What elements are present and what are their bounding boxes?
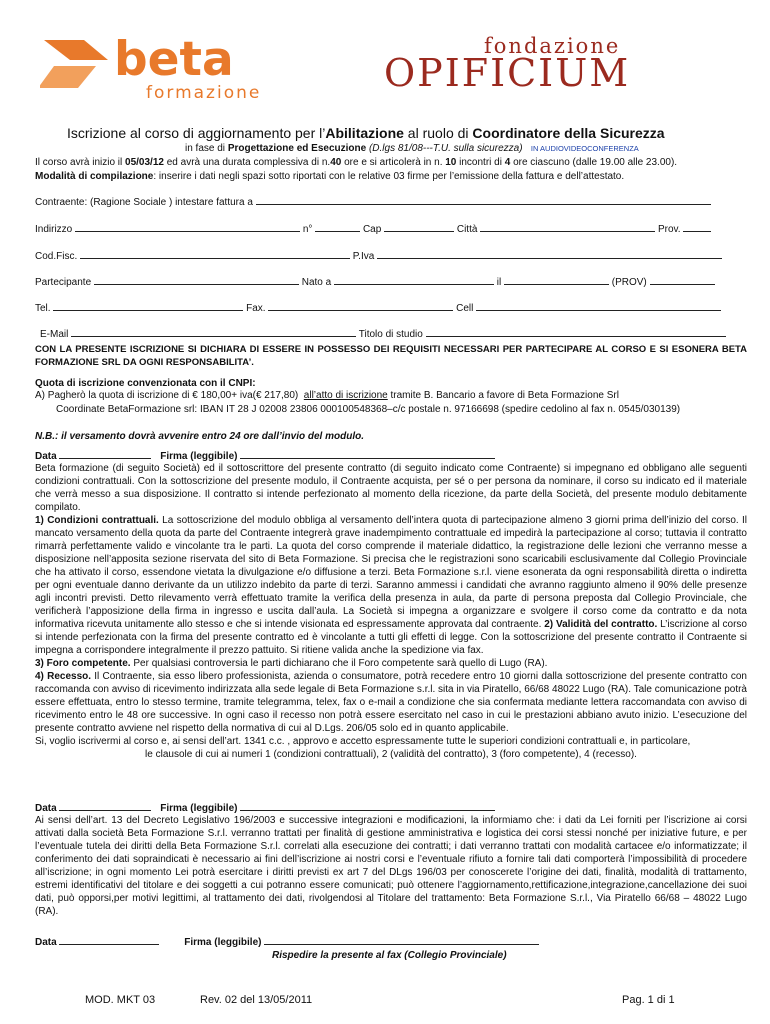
codfisc-row: [35, 249, 722, 262]
signature-row-2: [35, 801, 495, 814]
firma-label-2: Firma (leggibile): [160, 803, 238, 814]
fax-field[interactable]: [268, 301, 453, 311]
contraente-label: Contraente: (Ragione Sociale ) intestare fattura a: [35, 197, 253, 208]
opificium-logo-big: OPIFICIUM: [384, 51, 631, 95]
codfisc-label: Cod.Fisc.: [35, 251, 78, 262]
footer-mod: MOD. MKT 03: [85, 994, 156, 1006]
quota-heading: Quota di iscrizione convenzionata con il CNPI:: [35, 378, 256, 389]
email-field[interactable]: [71, 327, 356, 337]
nato-a-label: Nato a: [301, 277, 332, 288]
page-title: Iscrizione al corso di aggiornamento per l’Abilitazione al ruolo di Coordinatore della Sicurezza: [67, 125, 665, 141]
firma-field-1[interactable]: [240, 449, 495, 459]
data-label-3: Data: [35, 937, 57, 948]
tel-row: [35, 301, 721, 314]
numero-field[interactable]: [315, 222, 360, 232]
declaration-text: CON LA PRESENTE ISCRIZIONE SI DICHIARA DI ESSERE IN POSSESSO DEI REQUISITI NECESSARI PER PARTECIPARE AL CORSO E SI ESONERA BETA FORMAZIONE SRL DA OGNI RESPONSABILITA’.: [35, 344, 747, 368]
privacy-notice: Ai sensi dell’art. 13 del Decreto Legislativo 196/2003 e successive integrazioni e modificazioni, la informiamo che: i dati da Lei forniti per l’iscrizione ai corsi attivati dalla società Beta Formazione S.r.l. verranno trattati per finalità di gestione amministrativa e logistica dei corsi stessi nonché per iniziative future, e per l’eventuale tutela dei diritti della Beta Formazione S.r.l. correlati alla esecuzione dei contratti; i dati verranno trattati con modalità cartacee e/o informatizzate; il conferimento dei dati sopraindicati è necessario ai fini dell’iscrizione ai nostri corsi e l’eventuale rifiuto a fornire tali dati comporterà l’impossibilità di procedere all’iscrizione; in ogni momento Lei potrà esercitare i diritti previsti ex art 7 del DLgs 196/03 per conoscerete l’origine dei dati, finalità, modalità di trattamento, estremi identificativi del titolare e dei soggetti a cui potranno essere comunicati; può ottenere l’aggiornamento,rettificazione,integrazione,cancellazione dei suoi dati, può opporsi,per motivi legittimi, al trattamento dei dati, rivolgendosi al Titolare del trattamento: Beta Formazione S.r.l., Via Piratello 66/68 – 48022 Lugo (RA).: [35, 815, 747, 917]
quota-line1: A) Pagherò la quota di iscrizione di € 180,00+ iva(€ 217,80) all’atto di iscrizione tramite B. Bancario a favore di Beta Formazione Srl: [35, 390, 619, 401]
compilation-mode: Modalità di compilazione: inserire i dati negli spazi sotto riportati con le relative 03 firme per l’emissione della fattura e dell’attestato.: [35, 171, 625, 182]
signature-row-3: [35, 935, 539, 948]
tel-label: Tel.: [35, 303, 51, 314]
nato-a-field[interactable]: [334, 275, 494, 285]
course-schedule: Il corso avrà inizio il 05/03/12 ed avrà una durata complessiva di n.40 ore e si articolerà in n. 10 incontri di 4 ore ciascuno (dalle 19.00 alle 23.00).: [35, 157, 678, 168]
partecipante-label: Partecipante: [35, 277, 92, 288]
data-field-3[interactable]: [59, 935, 159, 945]
firma-label-1: Firma (leggibile): [160, 451, 238, 462]
beta-arrow-icon: [40, 34, 120, 104]
contraente-row: [35, 195, 711, 208]
data-field-1[interactable]: [59, 449, 151, 459]
indirizzo-row: [35, 222, 711, 235]
beta-formazione-logo: [40, 34, 270, 104]
firma-label-3: Firma (leggibile): [184, 937, 262, 948]
firma-field-2[interactable]: [240, 801, 495, 811]
codfisc-field[interactable]: [80, 249, 350, 259]
citta-label: Città: [456, 224, 478, 235]
il-label: il: [496, 277, 502, 288]
quota-line2: Coordinate BetaFormazione srl: IBAN IT 28 J 02008 23806 000100548368–c/c postale n. 97166698 (spedire cedolino al fax n. 0545/030139): [56, 404, 681, 415]
beta-logo-sub: formazione: [146, 83, 262, 103]
piva-field[interactable]: [377, 249, 722, 259]
firma-field-3[interactable]: [264, 935, 539, 945]
il-field[interactable]: [504, 275, 609, 285]
partecipante-field[interactable]: [94, 275, 299, 285]
data-label-2: Data: [35, 803, 57, 814]
partecipante-row: [35, 275, 715, 288]
opificium-logo: [380, 34, 650, 94]
data-field-2[interactable]: [59, 801, 151, 811]
opificium-logo-small: fondazione: [484, 34, 621, 58]
footer-rev: Rev. 02 del 13/05/2011: [200, 994, 313, 1006]
data-label-1: Data: [35, 451, 57, 462]
contract-body: Beta formazione (di seguito Società) ed il sottoscrittore del presente contratto (di seguito indicato come Contraente) si impegnano ed obbligano alle seguenti condizioni contrattuali. Con la sottoscrizione del presente modulo, il Contraente acquista, per sé o per persona da nominare, il corso su indicato ed il materiale che verrà messo a sua disposizione. Il contratto si intende perfezionato al momento della ricezione, da parte della Società, del presente modulo debitamente compilato. 1) Condizioni contrattuali. La sottoscrizione del modulo obbliga al versamento dell’intera quota di partecipazione almeno 3 giorni prima dell’inizio del corso. Il mancato versamento della quota da parte del Contraente integrerà grave inadempimento contrattuale ed impedirà la partecipazione al corso; tuttavia il contratto rimarrà perfettamente valido e vincolante tra le parti. La quota del corso comprende il materiale didattico, la registrazione delle lezioni che verranno messe a disposizione nell’apposita sezione riservata del sito di Beta Formazione. Si precisa che le registrazioni sono scaricabili esclusivamente dal Collegio Provinciale che ha attivato il corso, essendone vietata la divulgazione e/o diffusione a terzi. Beta Formazione s.r.l. viene esonerata da ogni responsabilità diretta o indiretta per ogni eventuale danno derivante da un utilizzo indebito da parte di terzi. Saranno ammessi i candidati che avranno raggiunto almeno il 90% delle presenze agli incontri previsti. Detto rilevamento verrà effettuato tramite la verifica della presenza in aula, da parte di persona preposta dal Collegio Provinciale, che verificherà l’apposizione della firma in ingresso e uscita dall’aula. La Società si impegna a organizzare e svolgere il corso come da contratto e da nota informativa ricevuta unitamente allo stesso e che si intende visionata ed espressamente approvata dal contraente. 2) Validità del contratto. L’iscrizione al corso si intende perfezionata con la firma del presente contratto ed è vincolante a tutti gli effetti di legge. Con la sottoscrizione del presente contratto il Contraente si impegna a corrispondere integralmente il prezzo pattuito. Si ritiene valida anche la spedizione via fax. 3) Foro competente. Per qualsiasi controversia le parti dichiarano che il Foro competente sarà quello di Lugo (RA). 4) Recesso. Il Contraente, sia esso libero professionista, azienda o consumatore, potrà recedere entro 10 giorni dalla sottoscrizione del presente contratto con raccomanda con avviso di ricevimento indirizzata alla sede legale di Beta Formazione s.r.l. sita in via Piratello, 66/68 48022 Lugo (RA). Tale comunicazione potrà essere effettuata, entro lo stesso termine, tramite telegramma, telex, fax o e-mail a condizione che sia confermata mediante lettera raccomandata con avviso di ricevimento entro le 48 ore successive. In ogni caso il recesso non potrà essere esercitato nel caso in cui le prestazioni abbiano avuto inizio. L’esecuzione del presente contratto avviene nel rispetto della normativa di cui al D.Lgs. 206/05 solo ed in quanto applicabile. Si, voglio iscrivermi al corso e, ai sensi dell’art. 1341 c.c. , approvo e accetto espressamente tutte le superiori condizioni contrattuali e, in particolare, le clausole di cui ai numeri 1 (condizioni contrattuali), 2 (validità del contratto), 3 (foro competente), 4 (recesso).: [35, 463, 747, 760]
tel-field[interactable]: [53, 301, 243, 311]
numero-label: n°: [302, 224, 313, 235]
email-row: [40, 327, 726, 340]
signature-row-1: [35, 449, 495, 462]
course-subtitle: in fase di Progettazione ed Esecuzione (D.lgs 81/08---T.U. sulla sicurezza) IN AUDIOVIDEOCONFERENZA: [185, 143, 639, 154]
cell-field[interactable]: [476, 301, 721, 311]
titolo-label: Titolo di studio: [358, 329, 423, 340]
beta-logo-word: beta: [114, 32, 234, 87]
prov2-field[interactable]: [650, 275, 715, 285]
cell-label: Cell: [456, 303, 474, 314]
send-instruction: Rispedire la presente al fax (Collegio Provinciale): [272, 950, 507, 961]
cap-field[interactable]: [384, 222, 454, 232]
cap-label: Cap: [362, 224, 382, 235]
titolo-field[interactable]: [426, 327, 726, 337]
indirizzo-label: Indirizzo: [35, 224, 73, 235]
nb-note: N.B.: il versamento dovrà avvenire entro 24 ore dall’invio del modulo.: [35, 431, 364, 442]
prov-label: Prov.: [657, 224, 681, 235]
contraente-field[interactable]: [256, 195, 711, 205]
prov2-label: (PROV): [611, 277, 647, 288]
footer-page: Pag. 1 di 1: [622, 994, 675, 1006]
piva-label: P.Iva: [352, 251, 375, 262]
email-label: E-Mail: [40, 329, 69, 340]
indirizzo-field[interactable]: [75, 222, 300, 232]
fax-label: Fax.: [246, 303, 266, 314]
citta-field[interactable]: [480, 222, 655, 232]
prov-field[interactable]: [683, 222, 711, 232]
